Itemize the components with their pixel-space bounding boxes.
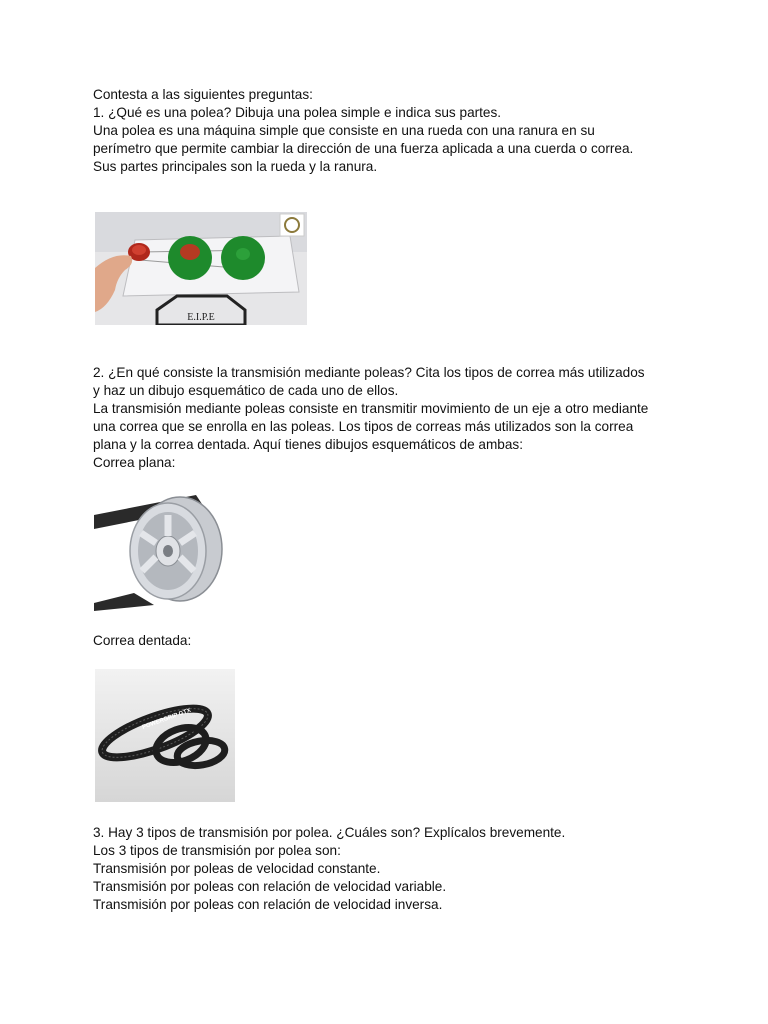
q3-question: 3. Hay 3 tipos de transmisión por polea. ¿Cuáles son? Explícalos brevemente. [93, 825, 566, 840]
logo-text: E.I.P.E [187, 312, 215, 323]
q1-answer-line: perímetro que permite cambiar la dirección de una fuerza aplicada a una cuerda o correa. [93, 141, 634, 156]
flat-belt-label: Correa plana: [93, 455, 176, 470]
q3-answer-line: Transmisión por poleas con relación de velocidad variable. [93, 879, 447, 894]
intro-text: Contesta a las siguientes preguntas: [93, 87, 313, 102]
q3-answer-line: Transmisión por poleas con relación de velocidad inversa. [93, 897, 443, 912]
q1-answer-line: Una polea es una máquina simple que consiste en una rueda con una ranura en su [93, 123, 595, 138]
q1-answer-line: Sus partes principales son la rueda y la ranura. [93, 159, 378, 174]
toothed-belt-image [95, 669, 235, 802]
flat-belt-pulley-image [94, 493, 226, 611]
toothed-belt-label: Correa dentada: [93, 633, 192, 648]
q2-question-line: y haz un dibujo esquemático de cada uno de ellos. [93, 383, 399, 398]
q2-answer-line: una correa que se enrolla en las poleas. Los tipos de correas más utilizados son la correa [93, 419, 634, 434]
q1-question: 1. ¿Qué es una polea? Dibuja una polea simple e indica sus partes. [93, 105, 502, 120]
q2-answer-line: La transmisión mediante poleas consiste en transmitir movimiento de un eje a otro mediante [93, 401, 649, 416]
q2-answer-line: plana y la correa dentada. Aquí tienes dibujos esquemáticos de ambas: [93, 437, 523, 452]
q3-answer-line: Los 3 tipos de transmisión por polea son: [93, 843, 341, 858]
belt-brand-text: POWERGRIP GTX [141, 707, 192, 731]
q2-question-line: 2. ¿En qué consiste la transmisión mediante poleas? Cita los tipos de correa más utilizados [93, 365, 645, 380]
q3-answer-line: Transmisión por poleas de velocidad constante. [93, 861, 381, 876]
pulley-photo [95, 212, 307, 325]
